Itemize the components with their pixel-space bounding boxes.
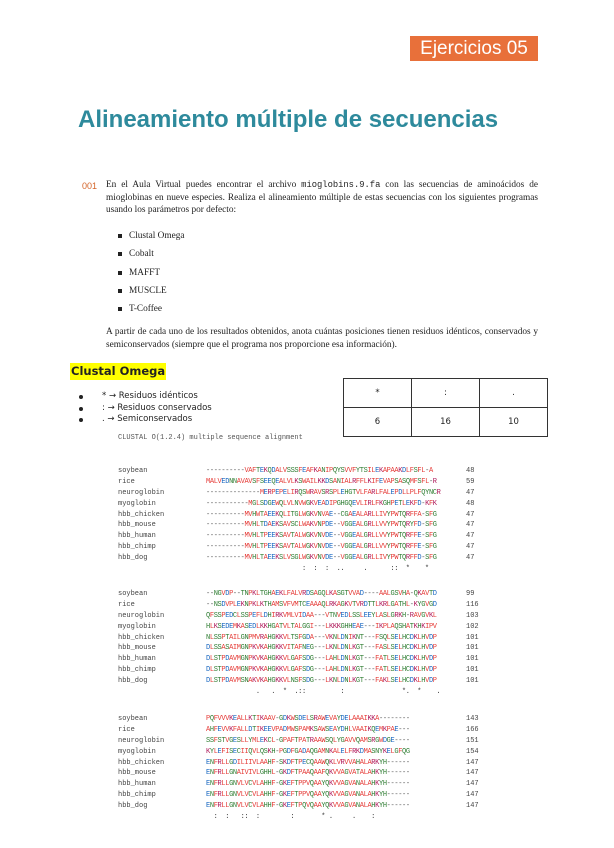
sequence-position: 102 [466,622,479,631]
exercise-intro [106,179,538,217]
sequence-position: 154 [466,747,479,756]
sequence-position: 99 [466,590,475,598]
sequence-residues: DLSSASAIMGNPKVKAHGKKVITAFNEG---LKNLDNLKGT---FASLSELHCDKLHVDP [206,644,437,653]
sequence-name: hbb_chicken [118,758,165,767]
sequence-name: rice [118,725,135,734]
header-identical: * [344,379,412,408]
sequence-residues: DLSTPDAVMGNPKVKAHGKKVLGAFSDG---LAHLDNLKGT---FATLSELHCDKLHVDP [206,655,437,664]
sequence-residues: ENFRLLGDILIIVLAAHF-SKDFTPECQAAWQKLVRVVAHALARKYH------ [206,758,410,767]
count-conserved: 16 [412,408,480,437]
sequence-position: 47 [466,543,475,552]
sequence-name: hbb_human [118,655,156,664]
header-conserved: : [412,379,480,408]
sequence-residues: --NSDVPLEKNPKLKTHAMSVFVMTCEAAAQLRKAGKVTVRDTTLKRLGATHL-KYGVGD [206,600,437,609]
exercise-instruction: A partir de cada uno de los resultados obtenidos, anota cuántas posiciones tienen residuos idénticos, conservados y semiconservados (siempre que el programa nos proporcione esa información). [106,327,538,350]
program-item: MAFFT [118,264,185,282]
sequence-position: 48 [466,499,475,508]
sequence-position: 101 [466,666,479,675]
count-semiconserved: 10 [480,408,548,437]
exercise-series-tag: Ejercicios 05 [410,36,538,61]
sequence-position: 143 [466,715,479,723]
counts-value-row [344,408,548,437]
sequence-position: 47 [466,532,475,541]
intro-text-after: con las secuencias de aminoácidos de mioglobinas en nueve especies. Realiza el alineamiento múltiple de estas secuencias con los siguientes programas usando los parámetros por defecto: [106,180,538,216]
consensus-symbols: : : : .. . :: * * [206,565,429,574]
program-item: Clustal Omega [118,227,185,245]
sequence-name: hbb_human [118,532,156,541]
sequence-name: hbb_chicken [118,633,165,642]
sequence-position: 48 [466,467,475,475]
sequence-residues: ----------MVHLTAEEKSLVSGLWGKVNVDE--VGGEALGRLLIVYPWTQRFFD-SFG [206,554,437,563]
counts-header-row [344,379,548,408]
sequence-residues: AHFEVVKFALLDTIKEEVPADMWSPAMKSAWSEAYDHLVAAIKQEMKPAE--- [206,725,410,734]
sequence-name: hbb_chimp [118,666,156,675]
sequence-position: 147 [466,769,479,778]
sequence-residues: ----------MVHWTAEEKQLITGLWGKVNVAE--CGAEALARLLIVYPWTQRFFA-SFG [206,510,437,519]
sequence-name: neuroglobin [118,611,165,620]
sequence-residues: --------------MERPEPELIRQSWRAVSRSPLEHGTVLFARLFALEPDLLPLFQYNCR [206,488,441,497]
sequence-name: hbb_dog [118,802,148,811]
program-item: MUSCLE [118,282,185,300]
legend-identical: * → Residuos idénticos [70,391,212,403]
sequence-name: myoglobin [118,622,156,631]
result-section-title: Clustal Omega [71,364,166,378]
sequence-name: myoglobin [118,499,156,508]
sequence-name: hbb_dog [118,677,148,686]
consensus-symbols: : : :: : : * . . : [206,813,375,822]
sequence-position: 101 [466,644,479,653]
sequence-residues: ENFRLLGNVLVCVLAHHF-GKEFTPQVQAAYQKVVAGVANALAHKYH------ [206,802,410,811]
sequence-residues: SSFSTVGESLLYMLEKCL-GPAFTPATRAAWSQLYGAVVQAMSRGWDGE---- [206,736,410,745]
intro-text-before: En el Aula Virtual puedes encontrar el archivo [106,180,302,190]
sequence-name: soybean [118,467,148,475]
legend-conserved: : → Residuos conservados [70,403,212,415]
sequence-residues: NLSSPTAILGNPMVRAHGKKVLTSFGDA---VKNLDNIKNT---FSQLSELHCDKLHVDP [206,633,437,642]
program-item: T-Coffee [118,300,185,318]
sequence-residues: KYLEFISECIIQVLQSKH-PGDFGADAQGAMNKALELFRKDMASNYKELGFQG [206,747,410,756]
header-semiconserved: . [480,379,548,408]
sequence-residues: ----------MVHLTPEEKSAVTALWGKVNVDE--VGGEALGRLLVVYPWTQRFFE-SFG [206,532,437,541]
sequence-name: hbb_chimp [118,543,156,552]
sequence-position: 147 [466,791,479,800]
page-title: Alineamiento múltiple de secuencias [78,106,499,133]
sequence-position: 101 [466,633,479,642]
sequence-residues: DLSTPDAVMSNAKVKAHGKKVLNSFSDG---LKNLDNLKGT---FAKLSELHCDKLHVDP [206,677,437,686]
sequence-residues: ----------VAFTEKQDALVSSSFEAFKANIPQYSVVFYTSILEKAPAAKDLFSFL-A [206,467,433,475]
sequence-position: 103 [466,611,479,620]
sequence-position: 59 [466,477,475,486]
counts-table [343,378,548,437]
sequence-position: 116 [466,600,479,609]
sequence-residues: ENFRLLGNVLVCVLAHHF-GKEFTPPVQAAYQKVVAGVANALAHKYH------ [206,791,410,800]
sequence-position: 47 [466,554,475,563]
sequence-residues: DLSTPDAVMGNPKVKAHGKKVLGAFSDG---LAHLDNLKGT---FATLSELHCDKLHVDP [206,666,437,675]
sequence-name: hbb_mouse [118,769,156,778]
program-item: Cobalt [118,245,185,263]
sequence-residues: MALVEDNNAVAVSFSEEQEALVLKSWAILKKDSANIALRFFLKIFEVAPSASQMFSFL-R [206,477,437,486]
sequence-name: hbb_mouse [118,521,156,530]
sequence-position: 101 [466,655,479,664]
sequence-position: 101 [466,677,479,686]
sequence-position: 147 [466,758,479,767]
alignment-header: CLUSTAL O(1.2.4) multiple sequence alignment [118,434,303,442]
sequence-name: soybean [118,590,148,598]
sequence-residues: ----------MVHLTDAEKSAVSCLWAKVNPDE--VGGEALGRLLVVYPWTQRYFD-SFG [206,521,437,530]
sequence-position: 151 [466,736,479,745]
sequence-position: 147 [466,802,479,811]
sequence-residues: PQFVVVKEALLKTIKAAV-GDKWSDELSRAWEVAYDELAAAIKKA-------- [206,715,410,723]
sequence-position: 47 [466,510,475,519]
sequence-name: rice [118,600,135,609]
program-list [118,227,185,318]
sequence-name: hbb_human [118,780,156,789]
sequence-name: soybean [118,715,148,723]
count-identical: 6 [344,408,412,437]
sequence-position: 47 [466,521,475,530]
sequence-residues: QFSSPEDCLSSPEFLDHIRKVMLVIDAA---VTNVEDLSSLEEYLASLGRKH-RAVGVKL [206,611,437,620]
symbol-legend [70,391,212,426]
sequence-name: hbb_dog [118,554,148,563]
sequence-position: 47 [466,488,475,497]
sequence-name: neuroglobin [118,488,165,497]
sequence-position: 166 [466,725,479,734]
sequence-name: hbb_chicken [118,510,165,519]
sequence-residues: ----------MVHLTPEEKSAVTALWGKVNVDE--VGGEALGRLLVVYPWTQRFFE-SFG [206,543,437,552]
sequence-name: hbb_mouse [118,644,156,653]
sequence-position: 147 [466,780,479,789]
exercise-number: 001 [82,181,98,191]
sequence-name: rice [118,477,135,486]
sequence-name: hbb_chimp [118,791,156,800]
sequence-residues: HLKSEDEMKASEDLKKHGATVLTALGGI---LKKKGHHEAE---IKPLAQSHATKHKIPV [206,622,437,631]
sequence-residues: --NGVDP--TNPKLTGHAEKLFALVRDSAGQLKASGTVVAD----AALGSVHA-QKAVTD [206,590,437,598]
sequence-residues: ENFRLLGNVLVCVLAHHF-GKEFTPPVQAAYQKVVAGVANALAHKYH------ [206,780,410,789]
sequence-residues: ENFRLLGNAIVIVLGHHL-GKDFTPAAQAAFQKVVAGVATALAHKYH------ [206,769,410,778]
legend-semiconserved: . → Semiconservados [70,414,212,426]
sequence-name: myoglobin [118,747,156,756]
file-name: mioglobins.9.fa [301,180,381,190]
consensus-symbols: . . * .:: : *. * . [206,688,441,697]
sequence-residues: -----------MGLSDGEWQLVLNVWGKVEADIPGHGQEVLIRLFKGHPETLEKFD-KFK [206,499,437,508]
sequence-name: neuroglobin [118,736,165,745]
